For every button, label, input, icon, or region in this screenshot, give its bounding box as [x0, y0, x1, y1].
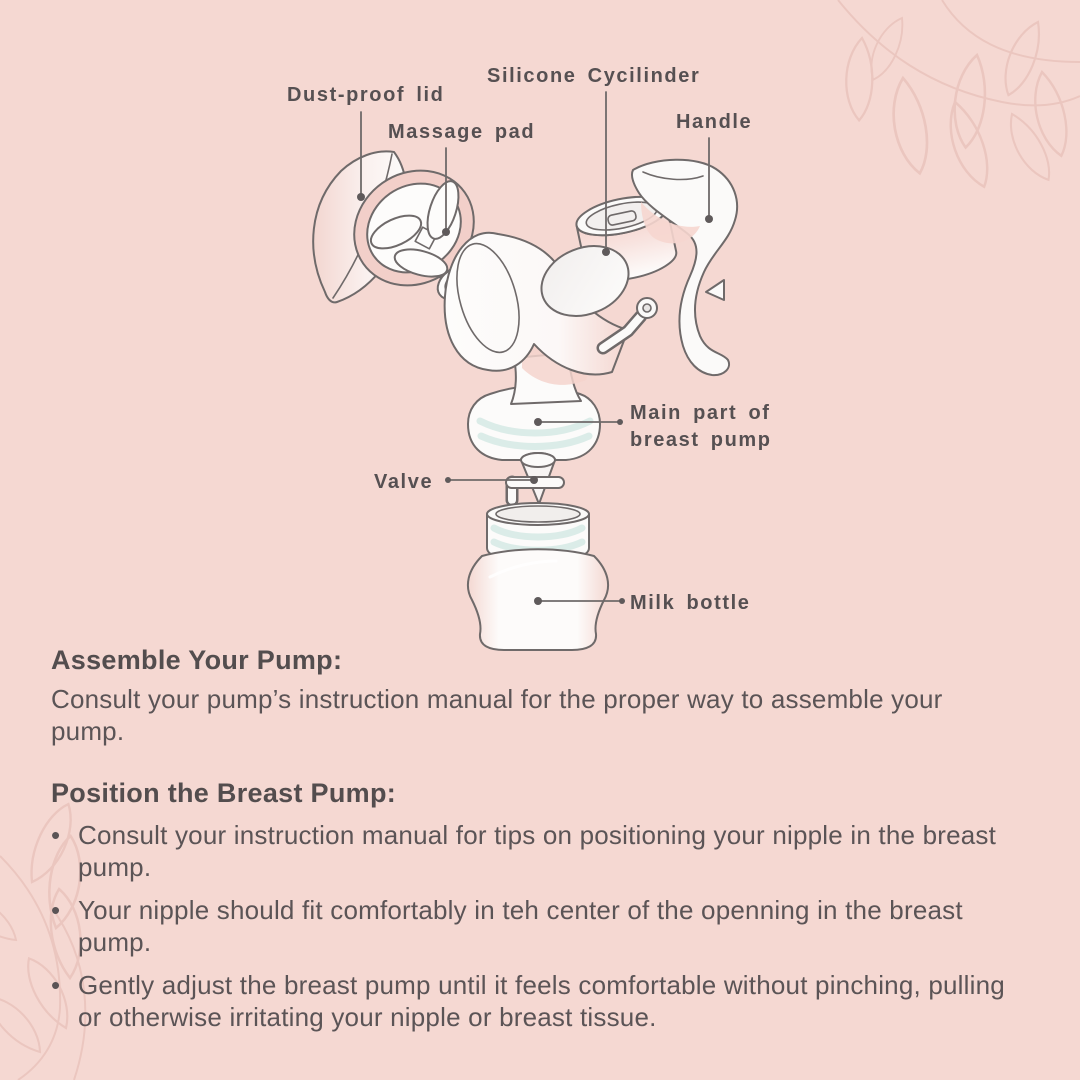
part-label-massage-pad: Massage pad	[388, 121, 536, 143]
part-label-milk-bottle: Milk bottle	[630, 592, 751, 614]
bullet-icon: •	[51, 895, 61, 925]
bullet-icon: •	[51, 970, 61, 1000]
part-label-silicone-cylinder: Silicone Cycilinder	[487, 65, 701, 87]
bullet-item	[51, 894, 1031, 958]
part-label-valve: Valve	[374, 471, 434, 493]
bullet-icon: •	[51, 820, 61, 850]
bullet-text: Your nipple should fit comfortably in teh center of the openning in the breast pump.	[78, 895, 963, 957]
bullet-text: Consult your instruction manual for tips on positioning your nipple in the breast pump.	[78, 820, 997, 882]
assemble-paragraph: Consult your pump’s instruction manual for the proper way to assemble your pump.	[51, 684, 943, 746]
position-bullet-list	[51, 819, 1031, 1033]
milk-bottle-part	[468, 503, 608, 650]
bullet-item	[51, 819, 1031, 883]
leaf-decoration-top-right	[828, 0, 1080, 187]
section-assemble	[51, 644, 1031, 747]
position-heading: Position the Breast Pump:	[51, 778, 397, 808]
part-label-main-part: Main part of breast pump	[630, 402, 772, 451]
bullet-text: Gently adjust the breast pump until it feels comfortable without pinching, pulling or otherwise irritating your nipple or breast tissue.	[78, 970, 1005, 1032]
part-label-dust-proof-lid: Dust-proof lid	[287, 84, 445, 106]
instructions	[51, 644, 1031, 1044]
assemble-heading: Assemble Your Pump:	[51, 645, 343, 675]
section-position	[51, 777, 1031, 1033]
bullet-item	[51, 969, 1031, 1033]
part-label-handle: Handle	[676, 111, 753, 133]
breast-pump-illustration	[313, 92, 737, 650]
